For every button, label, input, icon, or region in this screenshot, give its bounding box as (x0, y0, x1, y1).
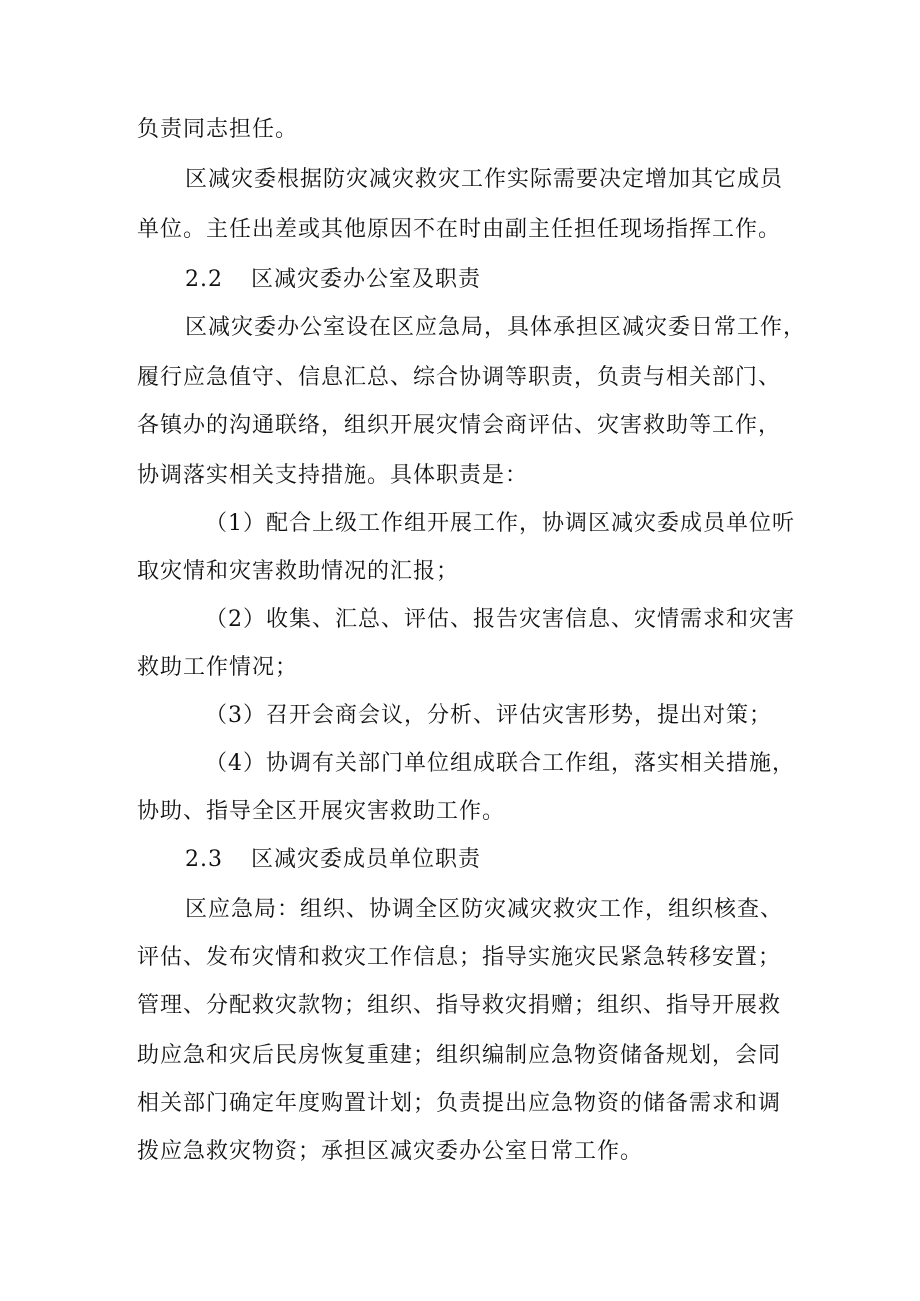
paragraph-line: 相关部门确定年度购置计划；负责提出应急物资的储备需求和调 (137, 1091, 782, 1116)
section-title: 区减灾委办公室及职责 (251, 267, 482, 292)
section-number: 2.2 (185, 267, 223, 292)
paragraph-line: 单位。主任出差或其他原因不在时由副主任担任现场指挥工作。 (137, 217, 782, 242)
section-title: 区减灾委成员单位职责 (251, 847, 482, 872)
paragraph-line: 取灾情和灾害救助情况的汇报； (137, 559, 460, 584)
paragraph-line: 协助、指导全区开展灾害救助工作。 (137, 799, 506, 824)
paragraph-line: 助应急和灾后民房恢复重建；组织编制应急物资储备规划，会同 (137, 1043, 782, 1068)
section-heading-2-3 (185, 844, 481, 876)
paragraph-line: 区减灾委办公室设在区应急局，具体承担区减灾委日常工作， (185, 315, 807, 340)
paragraph-line: 管理、分配救灾款物；组织、指导救灾捐赠；组织、指导开展救 (137, 993, 782, 1018)
list-item-3: （3）召开会商会议，分析、评估灾害形势，提出对策； (205, 703, 772, 728)
paragraph-line: 负责同志担任。 (137, 117, 299, 142)
paragraph-line: 拨应急救灾物资；承担区减灾委办公室日常工作。 (137, 1139, 644, 1164)
paragraph-line: 履行应急值守、信息汇总、综合协调等职责，负责与相关部门、 (137, 365, 782, 390)
section-number: 2.3 (185, 847, 223, 872)
paragraph-line: 区减灾委根据防灾减灾救灾工作实际需要决定增加其它成员 (185, 167, 784, 192)
list-item-2: （2）收集、汇总、评估、报告灾害信息、灾情需求和灾害 (205, 607, 795, 632)
paragraph-line: 救助工作情况； (137, 655, 299, 680)
paragraph-line: 区应急局：组织、协调全区防灾减灾救灾工作，组织核查、 (185, 897, 784, 922)
section-heading-2-2 (185, 264, 481, 296)
paragraph-line: 评估、发布灾情和救灾工作信息；指导实施灾民紧急转移安置； (137, 945, 782, 970)
list-item-4: （4）协调有关部门单位组成联合工作组，落实相关措施， (205, 751, 795, 776)
paragraph-line: 各镇办的沟通联络，组织开展灾情会商评估、灾害救助等工作， (137, 413, 782, 438)
paragraph-line: 协调落实相关支持措施。具体职责是： (137, 463, 529, 488)
list-item-1: （1）配合上级工作组开展工作，协调区减灾委成员单位听 (205, 511, 795, 536)
